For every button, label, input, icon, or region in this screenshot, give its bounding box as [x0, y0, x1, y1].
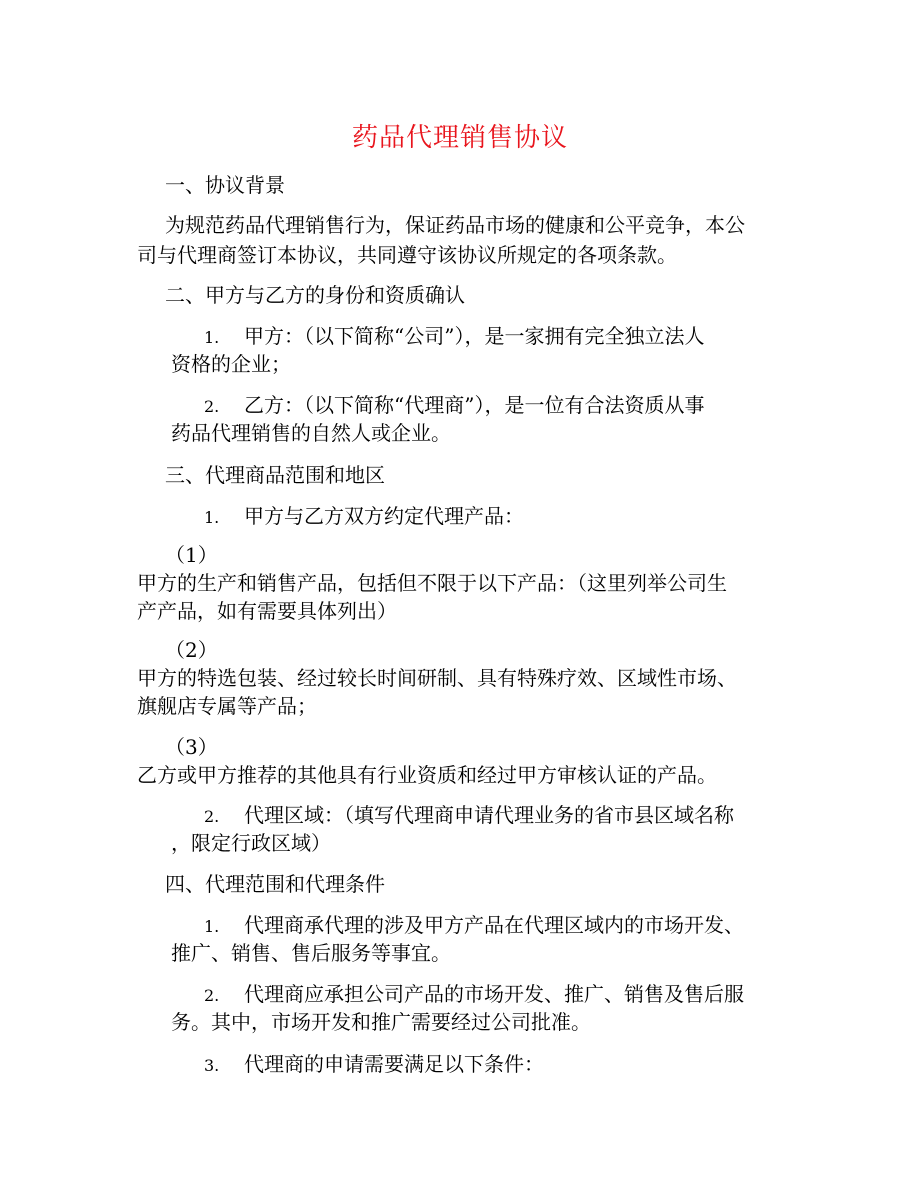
sub-item-text: 乙方或甲方推荐的其他具有行业资质和经过甲方审核认证的产品。 [137, 763, 717, 787]
list-number: 2. [204, 986, 220, 1005]
document-title: 药品代理销售协议 [351, 123, 568, 153]
section-heading: 二、甲方与乙方的身份和资质确认 [165, 283, 465, 307]
section-heading: 四、代理范围和代理条件 [165, 872, 385, 896]
list-number: 2. [204, 397, 220, 416]
list-item-text: 代理商的申请需要满足以下条件： [244, 1052, 544, 1076]
sub-item-text: 甲方的特选包装、经过较长时间研制、具有特殊疗效、区域性市场、 [137, 666, 737, 690]
list-item-text: 乙方：（以下简称“代理商”），是一位有合法资质从事 [244, 393, 705, 417]
list-number: 1. [204, 328, 220, 347]
sub-item-text: 甲方的生产和销售产品，包括但不限于以下产品：（这里列举公司生 [137, 571, 727, 595]
sub-item-text: 旗舰店专属等产品； [137, 694, 317, 718]
sub-item-label: （3） [165, 735, 218, 759]
list-item [204, 501, 524, 533]
list-item-text: 甲方与乙方双方约定代理产品： [244, 504, 524, 528]
list-number: 2. [204, 807, 220, 826]
list-item-text: 代理区域：（填写代理商申请代理业务的省市县区域名称 [244, 803, 734, 827]
list-item-continuation: 资格的企业； [171, 352, 291, 376]
list-number: 1. [204, 917, 220, 936]
list-item-continuation: 推广、销售、售后服务等事宜。 [171, 941, 451, 965]
list-number: 1. [204, 508, 220, 527]
list-item-text: 甲方：（以下简称“公司”），是一家拥有完全独立法人 [244, 324, 705, 348]
sub-item-label: （1） [165, 543, 218, 567]
list-item-text: 代理商应承担公司产品的市场开发、推广、销售及售后服 [244, 982, 744, 1006]
section-heading: 三、代理商品范围和地区 [165, 463, 385, 487]
paragraph-line: 为规范药品代理销售行为，保证药品市场的健康和公平竞争，本公 [165, 213, 745, 237]
list-item [204, 1049, 544, 1081]
list-item-text: 代理商承代理的涉及甲方产品在代理区域内的市场开发、 [244, 913, 744, 937]
list-item-continuation: ，限定行政区域） [171, 831, 331, 855]
list-item-continuation: 药品代理销售的自然人或企业。 [171, 421, 451, 445]
sub-item-text: 产产品，如有需要具体列出） [137, 599, 397, 623]
sub-item-label: （2） [165, 638, 218, 662]
section-heading: 一、协议背景 [165, 173, 285, 197]
list-number: 3. [204, 1056, 220, 1075]
paragraph-line: 司与代理商签订本协议，共同遵守该协议所规定的各项条款。 [137, 243, 677, 267]
list-item-continuation: 务。其中，市场开发和推广需要经过公司批准。 [171, 1010, 591, 1034]
